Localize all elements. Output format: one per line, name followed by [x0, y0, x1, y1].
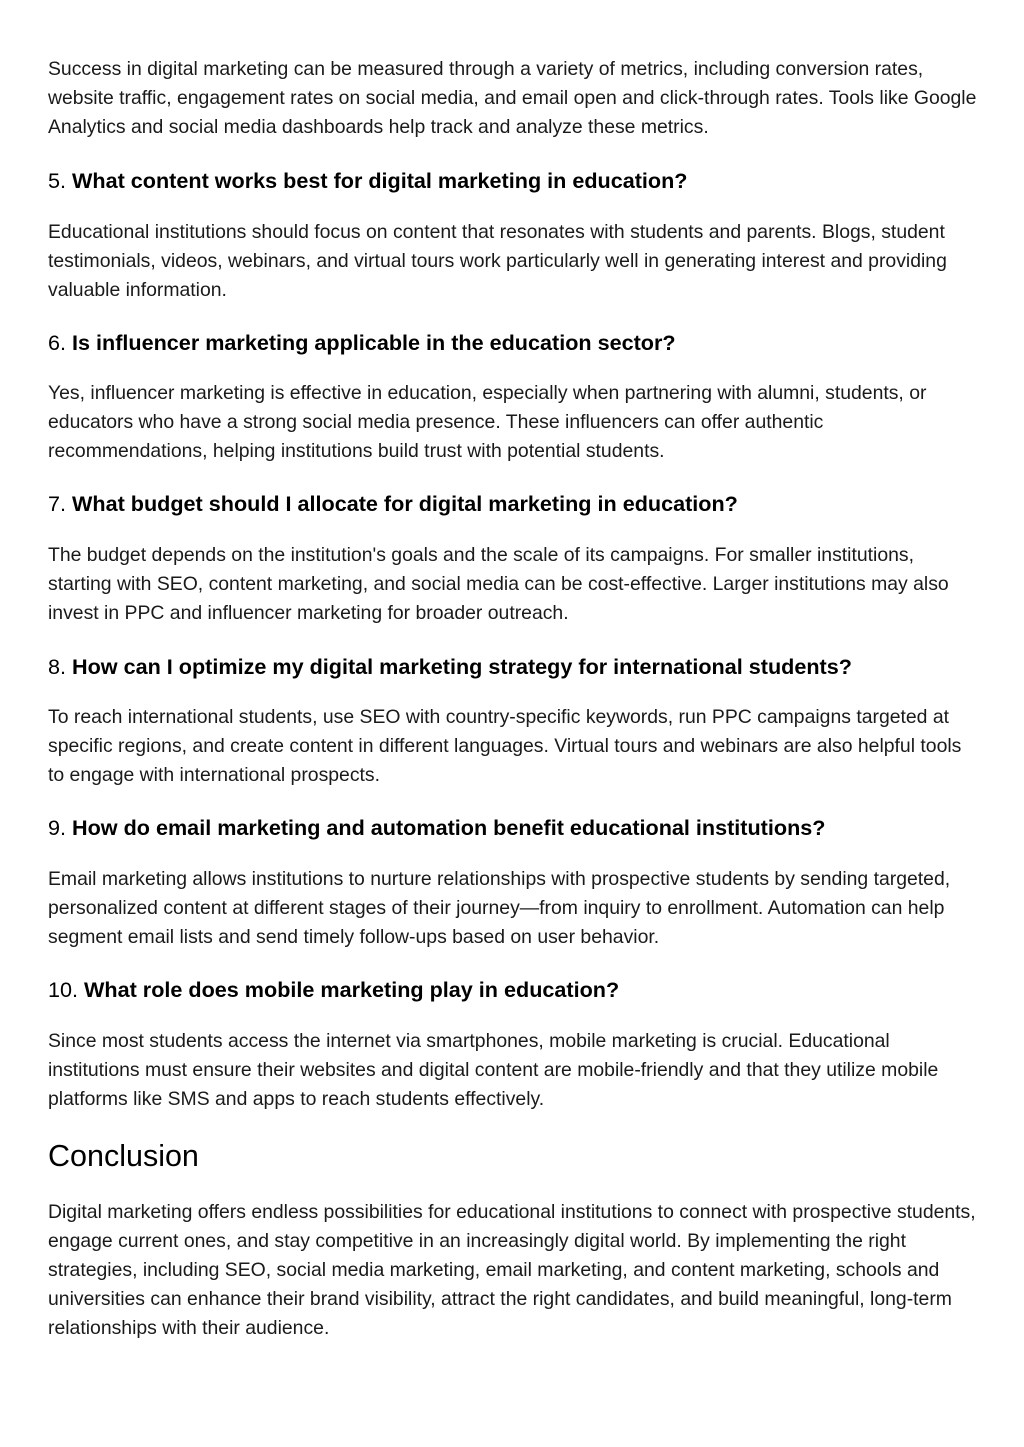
faq-number: 10. — [48, 977, 79, 1002]
faq-question-5 — [48, 167, 978, 195]
faq-question-7 — [48, 490, 978, 518]
faq-question-text: What budget should I allocate for digital marketing in education? — [72, 491, 738, 516]
faq-question-10 — [48, 976, 978, 1004]
faq-question-8 — [48, 653, 978, 681]
faq-question-text: Is influencer marketing applicable in the education sector? — [72, 330, 676, 355]
faq-answer-9: Email marketing allows institutions to nurture relationships with prospective students by sending targeted, personalized content at different stages of their journey—from inquiry to enrollment. Automation can help segment email lists and send timely follow-ups based on user behavior. — [48, 868, 951, 948]
faq-number: 6. — [48, 330, 67, 355]
faq-question-6 — [48, 329, 978, 357]
faq-question-text: How can I optimize my digital marketing strategy for international students? — [72, 654, 852, 679]
faq-answer-10: Since most students access the internet via smartphones, mobile marketing is crucial. Educational institutions must ensure their websites and digital content are mobile-friendly and that they utilize mobile platforms like SMS and apps to reach students effectively. — [48, 1030, 939, 1110]
faq-question-text: How do email marketing and automation benefit educational institutions? — [72, 815, 826, 840]
faq-question-text: What role does mobile marketing play in education? — [84, 977, 620, 1002]
faq-answer-6: Yes, influencer marketing is effective in education, especially when partnering with alumni, students, or educators who have a strong social media presence. These influencers can offer authentic recommendations, helping institutions build trust with potential students. — [48, 382, 927, 462]
faq-number: 8. — [48, 654, 67, 679]
conclusion-heading: Conclusion — [48, 1139, 199, 1173]
faq-answer-7: The budget depends on the institution's goals and the scale of its campaigns. For smaller institutions, starting with SEO, content marketing, and social media can be cost-effective. Larger institutions may also invest in PPC and influencer marketing for broader outreach. — [48, 544, 949, 624]
faq-question-text: What content works best for digital marketing in education? — [72, 168, 688, 193]
faq-answer-8: To reach international students, use SEO with country-specific keywords, run PPC campaigns targeted at specific regions, and create content in different languages. Virtual tours and webinars are also helpful tools to engage with international prospects. — [48, 706, 962, 786]
faq-number: 7. — [48, 491, 67, 516]
faq-number: 9. — [48, 815, 67, 840]
faq-question-9 — [48, 814, 978, 842]
faq-answer-5: Educational institutions should focus on content that resonates with students and parents. Blogs, student testimonials, videos, webinars, and virtual tours work particularly well in generating interest and providing valuable information. — [48, 221, 947, 301]
intro-paragraph: Success in digital marketing can be measured through a variety of metrics, including conversion rates, website traffic, engagement rates on social media, and email open and click-through rates. Tools like Google Analytics and social media dashboards help track and analyze these metrics. — [48, 58, 977, 138]
faq-number: 5. — [48, 168, 67, 193]
conclusion-paragraph: Digital marketing offers endless possibilities for educational institutions to connect with prospective students, engage current ones, and stay competitive in an increasingly digital world. By implementing the right strategies, including SEO, social media marketing, email marketing, and content marketing, schools and universities can enhance their brand visibility, attract the right candidates, and build meaningful, long-term relationships with their audience. — [48, 1201, 976, 1339]
